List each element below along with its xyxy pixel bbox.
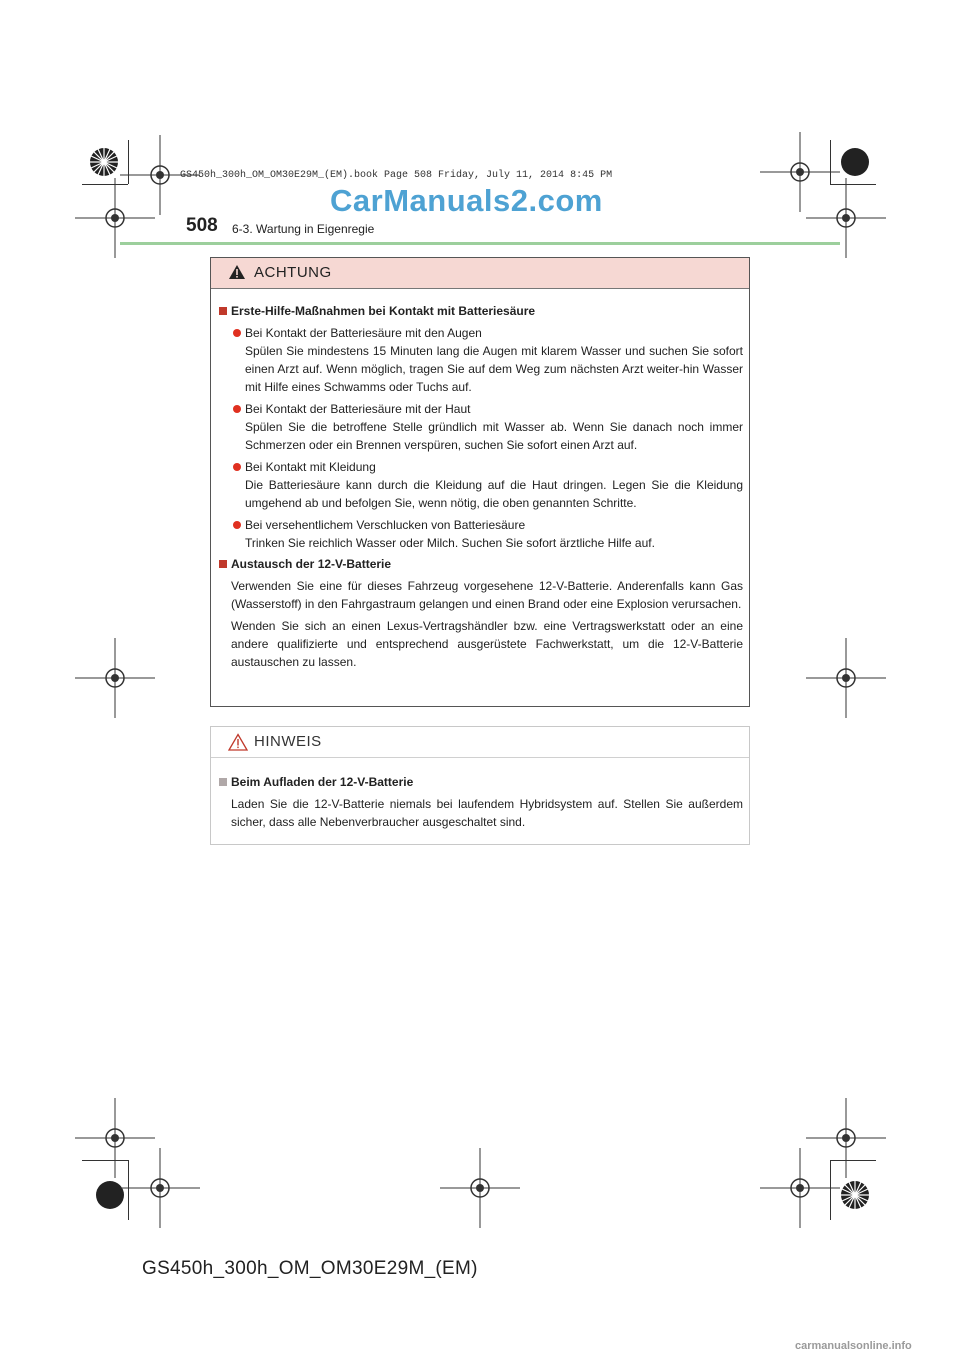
warning-box <box>210 257 750 707</box>
paragraph: Laden Sie die 12-V-Batterie niemals bei laufendem Hybridsystem auf. Stellen Sie außerdem sicher, dass alle Nebenverbraucher ausgeschaltet sind. <box>231 797 743 829</box>
round-bullet-icon <box>233 463 241 471</box>
warning-box-header <box>211 258 749 289</box>
list-item: Bei Kontakt mit Kleidung Die Batteriesäure kann durch die Kleidung auf die Haut dringen. Legen Sie die Kleidung umgehend ab und befolgen Sie, wenn nötig, die oben genannten Schritte. <box>219 458 743 512</box>
crosshair-target-icon <box>120 1148 200 1228</box>
crosshair-target-icon <box>806 638 886 718</box>
watermark-text: carmanualsonline.info <box>795 1340 912 1352</box>
caution-triangle-icon <box>228 733 248 751</box>
section-heading: Austausch der 12-V-Batterie <box>219 555 743 573</box>
registration-mark-icon <box>815 1155 895 1235</box>
section-heading: Beim Aufladen der 12-V-Batterie <box>219 773 743 791</box>
round-bullet-icon <box>233 329 241 337</box>
note-box-body <box>211 758 749 831</box>
note-box-title: HINWEIS <box>254 733 322 750</box>
crosshair-target-icon <box>75 638 155 718</box>
note-box <box>210 726 750 845</box>
list-item: Bei Kontakt der Batteriesäure mit den Augen Spülen Sie mindestens 15 Minuten lang die Augen mit klarem Wasser und suchen Sie sofort einen Arzt auf. Wenn möglich, tragen Sie auf dem Weg zum nächsten Arzt weiter-hin Wasser mit Hilfe eines Schwamms oder Tuchs auf. <box>219 324 743 396</box>
crosshair-target-icon <box>440 1148 520 1228</box>
note-box-header <box>211 727 749 758</box>
warning-box-body <box>211 289 749 671</box>
page-number: 508 <box>186 215 218 236</box>
crosshair-target-icon <box>75 178 155 258</box>
square-bullet-icon <box>219 307 227 315</box>
header-rule <box>120 242 840 245</box>
crosshair-target-icon <box>806 178 886 258</box>
warning-box-title: ACHTUNG <box>254 264 332 281</box>
footer-model-code: GS450h_300h_OM_OM30E29M_(EM) <box>142 1258 478 1279</box>
section-heading: Erste-Hilfe-Maßnahmen bei Kontakt mit Batteriesäure <box>219 302 743 320</box>
paragraph: Wenden Sie sich an einen Lexus-Vertragshändler bzw. eine Vertragswerkstatt oder an eine andere qualifizierte und entsprechend ausgerüstete Fachwerkstatt, um die 12-V-Batterie austauschen zu lassen. <box>231 619 743 669</box>
square-bullet-icon <box>219 778 227 786</box>
file-info: GS450h_300h_OM_OM30E29M_(EM).book Page 508 Friday, July 11, 2014 8:45 PM <box>180 170 613 181</box>
round-bullet-icon <box>233 521 241 529</box>
square-bullet-icon <box>219 560 227 568</box>
section-title: 6-3. Wartung in Eigenregie <box>232 222 375 236</box>
list-item: Bei Kontakt der Batteriesäure mit der Haut Spülen Sie die betroffene Stelle gründlich mit Wasser ab. Wenn Sie danach noch immer Schmerzen oder ein Brennen verspüren, suchen Sie sofort einen Arzt auf. <box>219 400 743 454</box>
watermark-logo: CarManuals2.com <box>330 183 603 218</box>
paragraph: Verwenden Sie eine für dieses Fahrzeug vorgesehene 12-V-Batterie. Anderenfalls kann Gas (Wasserstoff) in den Fahrgastraum gelangen und einen Brand oder eine Explosion verursachen. <box>231 579 743 611</box>
round-bullet-icon <box>233 405 241 413</box>
list-item: Bei versehentlichem Verschlucken von Batteriesäure Trinken Sie reichlich Wasser oder Milch. Suchen Sie sofort ärztliche Hilfe auf. <box>219 516 743 552</box>
warning-triangle-icon <box>228 264 246 280</box>
